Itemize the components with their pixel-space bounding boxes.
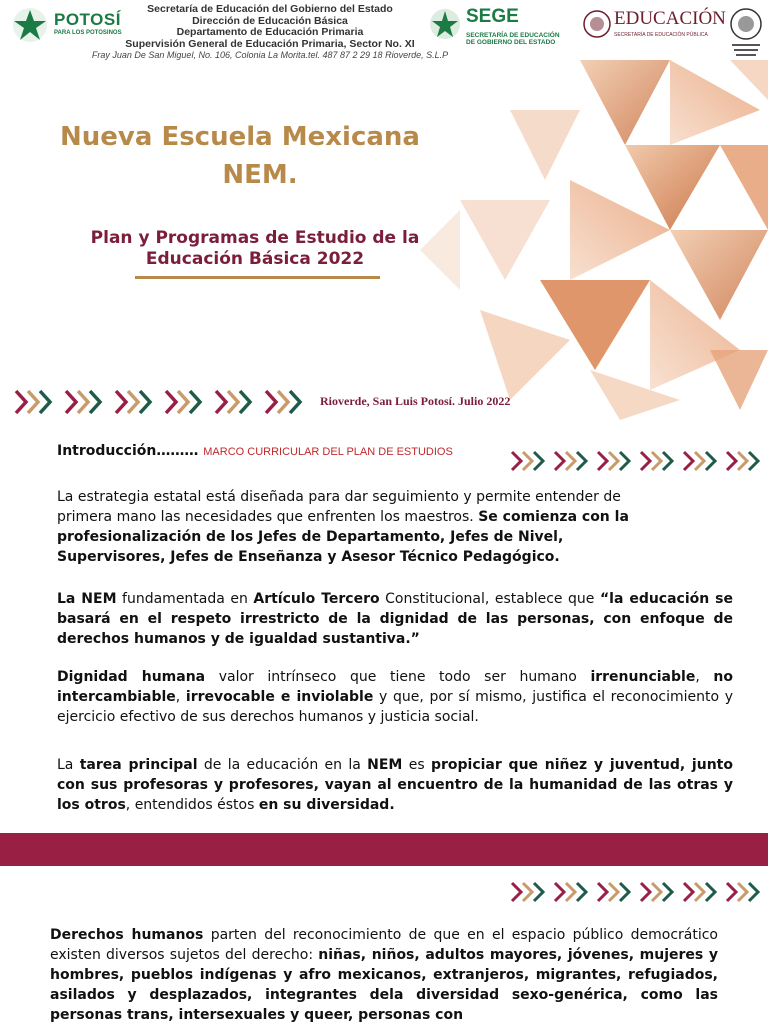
educacion-logo-tagline: SECRETARÍA DE EDUCACIÓN PÚBLICA [614,32,708,38]
double-chevron-icon [166,391,200,413]
paragraph-main-task: La tarea principal de la educación en la NEM es propiciar que niñez y juventud, junto con sus profesoras y profesores, vayan al encuentro de la humanidad de las otras y los otros, entendidos éstos en su diversidad. [57,757,733,813]
header-line: Supervisión General de Educación Primaria, Sector No. XI [125,37,415,50]
potosi-emblem-icon [10,6,50,44]
sege-emblem-icon [428,6,462,42]
potosi-logo-name: POTOSÍ [54,10,121,29]
double-chevron-icon [512,452,543,470]
potosi-logo-tagline: PARA LOS POTOSINOS [54,30,122,36]
double-chevron-icon [66,391,100,413]
double-chevron-icon [727,883,758,901]
paragraph-dignity: Dignidad humana valor intrínseco que tiene todo ser humano irrenunciable, no intercambiable, irrevocable e inviolable y que, por sí mismo, justifica el reconocimiento y ejercicio efectivo de sus derechos humanos y justicia social. [57,669,734,725]
state-power-seal [726,6,766,58]
intro-topic: MARCO CURRICULAR DEL PLAN DE ESTUDIOS [203,446,453,458]
paragraph-human-rights: Derechos humanos parten del reconocimiento de que en el espacio público democrático existen diversos sujetos del derecho: niñas, niños, adultos mayores, jóvenes, mujeres y hombres, pueblos indígenas y afro mexicanos, extranjeros, migrantes, refugiados, asilados y desplazados, integrantes dela diversidad sexo-genérica, como las personas trans, intersexuales y queer, personas con [50,927,718,1023]
decorative-triangles [420,50,768,420]
double-chevron-icon [598,452,629,470]
header-line: Departamento de Educación Primaria [176,26,364,38]
state-seal-icon [726,6,766,58]
double-chevron-icon [555,452,586,470]
double-chevron-icon [598,883,629,901]
double-chevron-icon [684,883,715,901]
double-chevron-icon [727,452,758,470]
header-institution-lines [90,4,450,62]
section-divider-band [0,833,768,866]
sege-logo [428,6,578,48]
header-line: Dirección de Educación Básica [192,14,348,27]
page-title: Nueva Escuela Mexicana [60,122,420,152]
document-date: Rioverde, San Luis Potosí. Julio 2022 [320,394,511,408]
double-chevron-icon [555,883,586,901]
sege-logo-name: SEGE [466,6,519,27]
double-chevron-icon [116,391,150,413]
educacion-logo-name: EDUCACIÓN [614,8,726,29]
intro-label: Introducción……… [57,443,199,459]
chevron-strip-right-upper [510,446,768,476]
double-chevron-icon [16,391,50,413]
mexico-seal-icon [582,6,612,42]
intro-heading [57,443,453,459]
paragraph-strategy: La estrategia estatal está diseñada para dar seguimiento y permite entender de primera mano las necesidades que enfrenten los maestros. Se comienza con la profesionalización de los Jefes de Departamento, Jefes de Nivel, Supervisores, Jefes de Enseñanza y Asesor Técnico Pedagógico. [57,489,629,565]
header-line: Secretaría de Educación del Gobierno del Estado [147,3,393,15]
page-subtitle: Plan y Programas de Estudio de la Educación Básica 2022 [90,228,420,269]
double-chevron-icon [266,391,300,413]
chevron-strip-right-lower [510,877,768,907]
double-chevron-icon [216,391,250,413]
double-chevron-icon [641,883,672,901]
double-chevron-icon [641,452,672,470]
chevron-strip-left [14,385,314,419]
double-chevron-icon [512,883,543,901]
header-address: Fray Juan De San Miguel, No. 106, Colonia La Morita.tel. 487 87 2 29 18 Rioverde, S.L.P [91,50,449,60]
educacion-logo [582,6,726,48]
paragraph-nem: La NEM fundamentada en Artículo Tercero Constitucional, establece que “la educación se basará en el respeto irrestricto de la dignidad de las personas, con enfoque de derechos humanos y de igualdad sustantiva.” [57,591,734,647]
page-title-acronym: NEM. [222,160,298,190]
sege-logo-tagline: SECRETARÍA DE EDUCACIÓN DE GOBIERNO DEL ESTADO [466,32,560,46]
subtitle-underline [135,276,380,279]
double-chevron-icon [684,452,715,470]
